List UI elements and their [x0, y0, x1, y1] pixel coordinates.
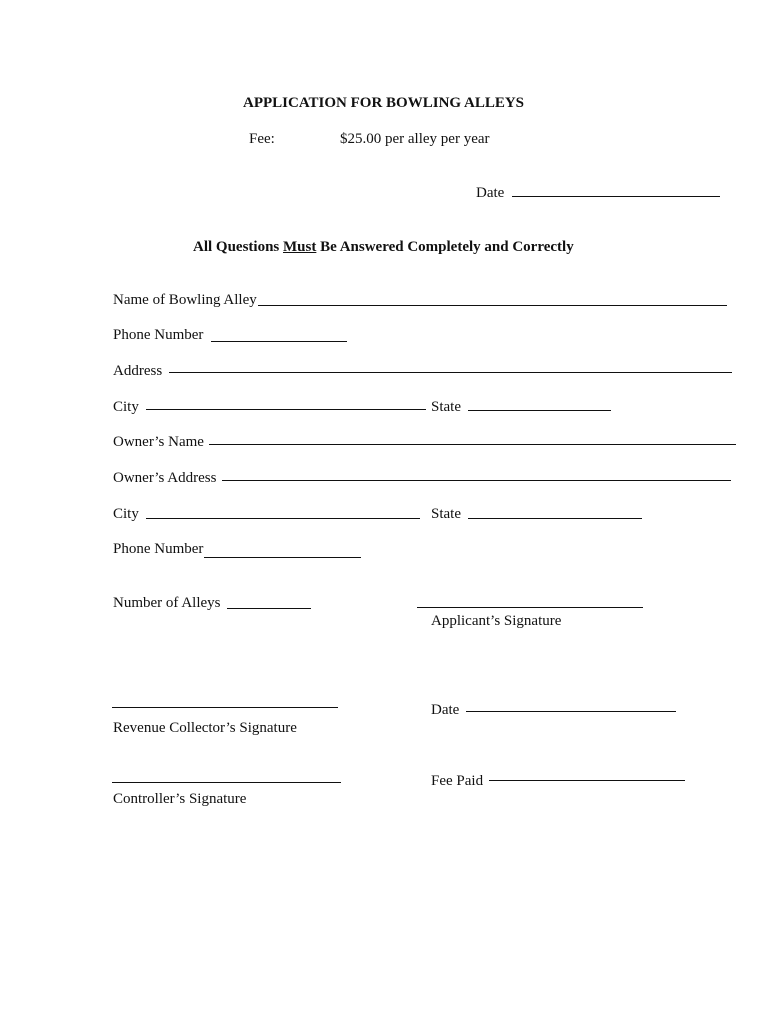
owner-state-label: State	[431, 506, 461, 522]
owners-address-field[interactable]	[222, 480, 731, 481]
applicant-signature-line[interactable]	[417, 607, 643, 608]
name-of-bowling-alley-field[interactable]	[258, 305, 727, 306]
owner-city-label: City	[113, 506, 139, 522]
city-field[interactable]	[146, 409, 426, 410]
revenue-collector-signature-line[interactable]	[112, 707, 338, 708]
owners-address-label: Owner’s Address	[113, 470, 217, 486]
name-of-bowling-alley-label: Name of Bowling Alley	[113, 292, 257, 308]
owners-name-field[interactable]	[209, 444, 736, 445]
address-label: Address	[113, 363, 163, 379]
date-field-line[interactable]	[512, 196, 720, 197]
must-emphasis: Must	[283, 239, 317, 255]
collection-date-field[interactable]	[466, 711, 676, 712]
fee-paid-field[interactable]	[489, 780, 685, 781]
owners-name-label: Owner’s Name	[113, 434, 204, 450]
phone-number-label: Phone Number	[113, 327, 204, 343]
fee-label: Fee:	[249, 131, 275, 147]
owner-phone-number-field[interactable]	[204, 557, 361, 558]
number-of-alleys-field[interactable]	[227, 608, 311, 609]
owner-phone-number-label: Phone Number	[113, 541, 204, 557]
state-field[interactable]	[468, 410, 611, 411]
phone-number-field[interactable]	[211, 341, 347, 342]
collection-date-label: Date	[431, 702, 460, 718]
address-field[interactable]	[169, 372, 732, 373]
state-label: State	[431, 399, 461, 415]
fee-value: $25.00 per alley per year	[340, 131, 490, 147]
controller-signature-label: Controller’s Signature	[113, 791, 247, 807]
city-label: City	[113, 399, 139, 415]
owner-state-field[interactable]	[468, 518, 642, 519]
date-label: Date	[476, 185, 505, 201]
revenue-collector-signature-label: Revenue Collector’s Signature	[113, 720, 297, 736]
applicant-signature-label: Applicant’s Signature	[431, 613, 562, 629]
owner-city-field[interactable]	[146, 518, 420, 519]
number-of-alleys-label: Number of Alleys	[113, 595, 221, 611]
fee-paid-label: Fee Paid	[431, 773, 484, 789]
form-title: APPLICATION FOR BOWLING ALLEYS	[243, 95, 525, 111]
instructions-text: All Questions Must Be Answered Completely and Correctly	[193, 239, 574, 255]
controller-signature-line[interactable]	[112, 782, 341, 783]
